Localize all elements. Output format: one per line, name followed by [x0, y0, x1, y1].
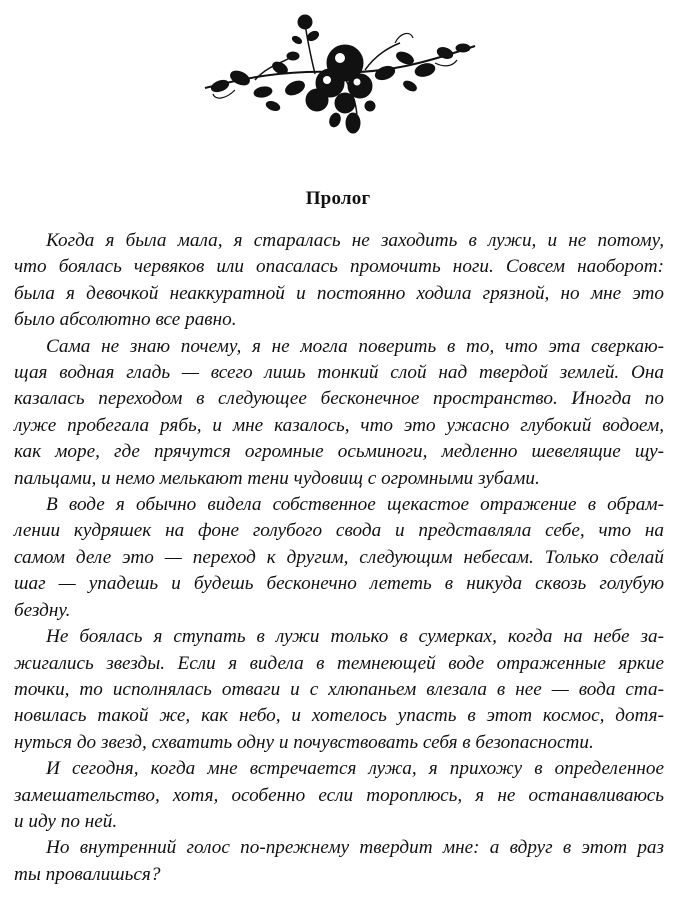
text-line: было абсолютно все равно. [14, 309, 237, 331]
text-line: ты провалишься? [14, 863, 161, 885]
text-line: лении кудряшек на фоне голубого свода и представляла себе, что на [14, 520, 664, 542]
paragraph [14, 835, 664, 888]
paragraph [14, 334, 664, 492]
text-line: щая водная гладь — всего лишь тонкий слой над твердой землей. Она [14, 362, 664, 384]
text-line: самом деле это — переход к другим, следующим небесам. Только сделай [14, 546, 664, 568]
paragraph [14, 492, 664, 624]
text-line: замешательство, хотя, особенно если тороплюсь, я не останавливаюсь [14, 784, 664, 806]
text-line: что боялась червяков или опасалась промочить ноги. Совсем наоборот: [14, 256, 664, 278]
text-line: Не боялась я ступать в лужи только в сумерках, когда на небе за- [46, 626, 664, 648]
text-line: была я девочкой неаккуратной и постоянно ходила грязной, но мне это [14, 282, 664, 304]
paragraph [14, 228, 664, 334]
text-line: бездну. [14, 599, 71, 621]
text-line: точки, то исполнялась отваги и с хлюпаньем влезала в нее — вода ста- [14, 678, 664, 700]
text-line: И сегодня, когда мне встречается лужа, я прихожу в определенное [46, 758, 664, 780]
text-line: пальцами, и немо мелькают тени чудовищ с огромными зубами. [14, 467, 540, 489]
page-title: Пролог [305, 188, 371, 209]
text-line: Но внутренний голос по-прежнему твердит мне: а вдруг в этот раз [46, 837, 664, 859]
body-text [14, 228, 664, 888]
text-line: Сама не знаю почему, я не могла поверить в то, что эта сверкаю- [46, 335, 664, 357]
text-line: нуться до звезд, схватить одну и почувствовать себя в безопасности. [14, 731, 594, 753]
text-line: и иду по ней. [14, 810, 118, 832]
paragraph [14, 756, 664, 835]
paragraph [14, 624, 664, 756]
text-line: В воде я обычно видела собственное щекастое отражение в обрам- [46, 494, 664, 516]
text-line: шаг — упадешь и будешь бесконечно лететь в никуда сквозь голубую [14, 573, 664, 595]
text-line: казалась переходом в следующее бесконечное пространство. Иногда по [14, 388, 664, 410]
text-line: луже пробегала рябь, и мне казалось, что это ужасно глубокий водоем, [14, 414, 664, 436]
text-line: Когда я была мала, я старалась не заходить в лужи, и не потому, [46, 230, 664, 251]
text-line: жигались звезды. Если я видела в темнеющей воде отраженные яркие [14, 652, 664, 674]
text-line: новилась такой же, как небо, и хотелось упасть в этот космос, дотя- [14, 705, 664, 727]
text-line: как море, где прячутся огромные осьминоги, медленно шевелящие щу- [14, 441, 664, 463]
floral-ornament [195, 8, 485, 143]
